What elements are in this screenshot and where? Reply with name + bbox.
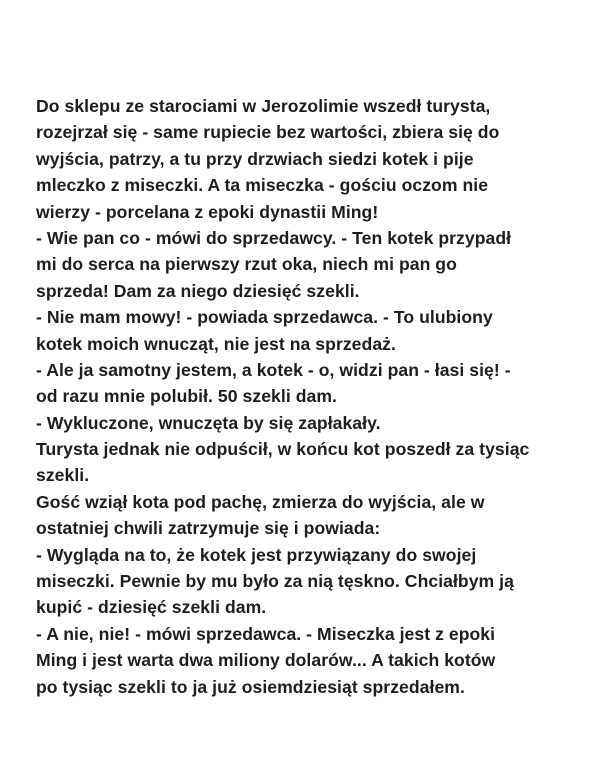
story-line: mi do serca na pierwszy rzut oka, niech mi pan go: [36, 254, 457, 275]
story-line: kupić - dziesięć szekli dam.: [36, 597, 267, 618]
story-line: Ming i jest warta dwa miliony dolarów... A takich kotów: [36, 650, 496, 671]
story-line: od razu mnie polubił. 50 szekli dam.: [36, 386, 337, 407]
story-line: szekli.: [36, 465, 90, 486]
story-line: - Wykluczone, wnuczęta by się zapłakały.: [36, 412, 381, 433]
story-line: ostatniej chwili zatrzymuje się i powiada:: [36, 518, 381, 539]
story-line: mleczko z miseczki. A ta miseczka - gościu oczom nie: [36, 175, 489, 196]
story-line: Gość wziął kota pod pachę, zmierza do wyjścia, ale w: [36, 491, 485, 512]
story-line: sprzeda! Dam za niego dziesięć szekli.: [36, 280, 360, 301]
story-line: miseczki. Pewnie by mu było za nią tęskno. Chciałbym ją: [36, 571, 514, 592]
story-line: Turysta jednak nie odpuścił, w końcu kot poszedł za tysiąc: [36, 439, 530, 460]
story-line: - Nie mam mowy! - powiada sprzedawca. - To ulubiony: [36, 307, 493, 328]
story-line: - A nie, nie! - mówi sprzedawca. - Miseczka jest z epoki: [36, 623, 496, 644]
story-line: po tysiąc szekli to ja już osiemdziesiąt sprzedałem.: [36, 676, 465, 697]
story-line: wyjścia, patrzy, a tu przy drzwiach siedzi kotek i pije: [36, 148, 474, 169]
story-line: Do sklepu ze starociami w Jerozolimie wszedł turysta,: [36, 96, 491, 116]
story-line: - Wygląda na to, że kotek jest przywiązany do swojej: [36, 544, 477, 565]
story-line: - Wie pan co - mówi do sprzedawcy. - Ten kotek przypadł: [36, 227, 512, 248]
story-line: kotek moich wnucząt, nie jest na sprzedaż.: [36, 333, 396, 354]
story-text: [36, 93, 596, 700]
story-line: - Ale ja samotny jestem, a kotek - o, widzi pan - łasi się! -: [36, 359, 511, 380]
story-line: wierzy - porcelana z epoki dynastii Ming!: [36, 201, 379, 222]
story-line: rozejrzał się - same rupiecie bez wartości, zbiera się do: [36, 122, 500, 143]
